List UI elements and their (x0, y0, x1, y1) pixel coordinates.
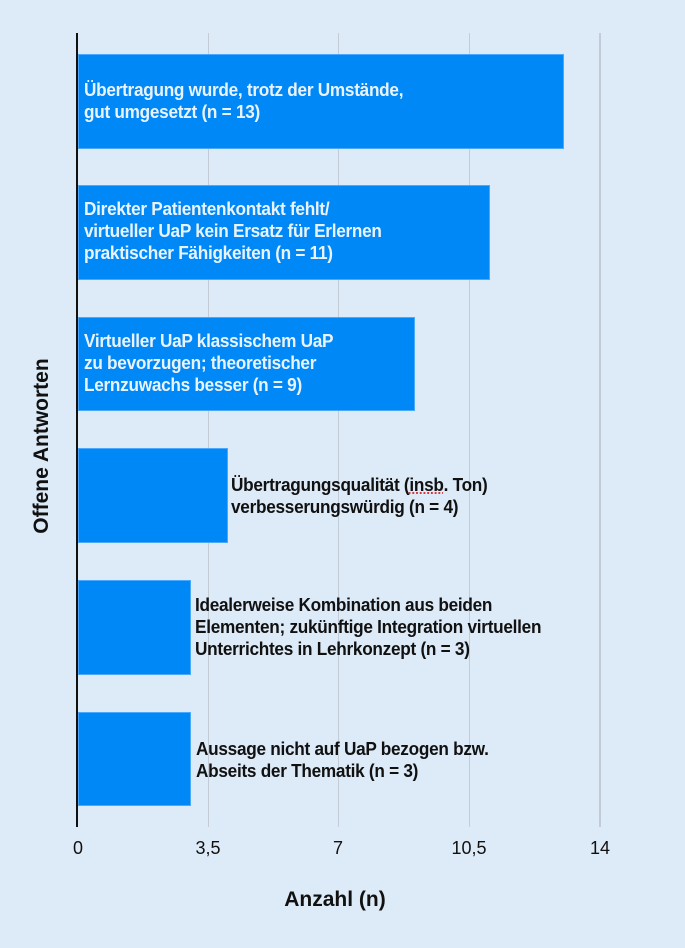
x-tick-7: 7 (332, 838, 344, 858)
bar-label-5: Idealerweise Kombination aus beiden Elementen; zukünftige Integration virtuellen Unterrichtes in Lehrkonzept (n = 3) (195, 594, 542, 659)
gridline-3-5 (208, 33, 209, 827)
x-tick-14: 14 (589, 838, 611, 858)
bar-label-1: Übertragung wurde, trotz der Umstände, gut umgesetzt (n = 13) (84, 79, 404, 122)
gridline-10-5 (469, 33, 470, 827)
bar-label-6: Aussage nicht auf UaP bezogen bzw. Abseits der Thematik (n = 3) (196, 738, 489, 781)
bar-label-3: Virtueller UaP klassischem UaP zu bevorzugen; theoretischer Lernzuwachs besser (n = 9) (84, 330, 334, 395)
bar-6 (78, 712, 191, 806)
gridline-14 (599, 33, 601, 827)
gridline-7 (338, 33, 339, 827)
y-axis-line (76, 33, 78, 827)
x-tick-3-5: 3,5 (195, 838, 221, 858)
y-axis-title: Offene Antworten (30, 358, 53, 534)
bar-label-2: Direkter Patientenkontakt fehlt/ virtueller UaP kein Ersatz für Erlernen praktischer Fähigkeiten (n = 11) (84, 198, 382, 263)
x-tick-10-5: 10,5 (451, 838, 487, 858)
x-axis-title: Anzahl (n) (284, 888, 386, 911)
x-tick-0: 0 (72, 838, 84, 858)
spellcheck-underline: insb (409, 474, 444, 495)
bar-label-4: Übertragungsqualität (insb. Ton) verbesserungswürdig (n = 4) (231, 474, 488, 517)
bar-4 (78, 448, 228, 543)
bar-5 (78, 580, 191, 675)
